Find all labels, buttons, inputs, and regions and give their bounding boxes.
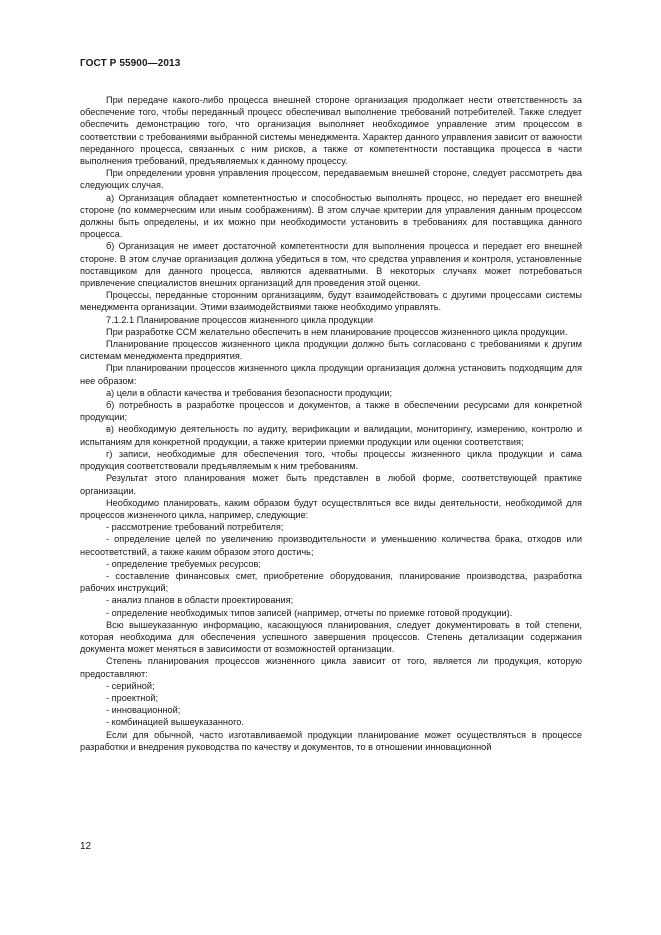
list-item: б) потребность в разработке процессов и документов, а также в обеспечении ресурсами для конкретной продукции; [80, 400, 582, 423]
list-item: - проектной; [106, 692, 159, 703]
list-item: - анализ планов в области проектирования; [106, 595, 294, 606]
list-item: а) Организация обладает компетентностью и способностью выполнять процесс, но передает его внешней стороне (по коммерческим или иным соображениям). В этом случае критерии для управления данным процессом должны быть определены, и их можно при необходимости установить в требованиях для поставщика данного процесса. [80, 192, 582, 240]
page-number: 12 [80, 841, 92, 852]
list-item: а) цели в области качества и требования безопасности продукции; [106, 387, 393, 398]
list-item: - определение целей по увеличению производительности и уменьшению количества брака, отходов или несоответствий, а также каким образом этого достичь; [80, 534, 582, 557]
list-item: - серийной; [106, 680, 155, 691]
paragraph: Если для обычной, часто изготавливаемой продукции планирование может осуществляться в процессе разработки и внедрения руководства по качеству и документов, то в отношении инновационной [80, 729, 582, 752]
paragraph: При планировании процессов жизненного цикла продукции организация должна установить подходящим для нее образом: [80, 363, 582, 386]
paragraph: При передаче какого-либо процесса внешней стороне организация продолжает нести ответственность за обеспечение того, чтобы переданный процесс обеспечивал выполнение требований потребителей. Также следует обеспечить демонстрацию того, что организация выполняет необходимое управление этим процессом в соответствии с требованиями выбранной системы менеджмента. Характер данного управления зависит от важности переданного процесса, связанных с ним рисков, а также от компетентности поставщика процесса в части выполнения требований, предъявляемых к данному процессу. [80, 95, 582, 167]
paragraph: Процессы, переданные сторонним организациям, будут взаимодействовать с другими процессами системы менеджмента организации. Этими взаимодействиями также необходимо управлять. [80, 290, 582, 313]
list-item: - комбинацией вышеуказанного. [106, 717, 244, 728]
paragraph: Планирование процессов жизненного цикла продукции должно быть согласовано с требованиями к другим системам менеджмента предприятия. [80, 339, 582, 362]
paragraph: Степень планирования процессов жизненного цикла зависит от того, является ли продукция, которую предоставляют: [80, 656, 582, 679]
paragraph: Необходимо планировать, каким образом будут осуществляться все виды деятельности, необходимой для процессов жизненного цикла, например, следующие: [80, 497, 582, 520]
paragraph: Всю вышеуказанную информацию, касающуюся планирования, следует документировать в той степени, которая необходима для обеспечения успешного завершения процессов. Степень детализации содержания документа может меняться в зависимости от возможностей организации. [80, 619, 582, 655]
document-body [80, 94, 582, 753]
list-item: г) записи, необходимые для обеспечения того, чтобы процессы жизненного цикла продукции и сама продукция соответствовали предъявляемым к ним требованиям. [80, 448, 582, 472]
list-item: - инновационной; [106, 705, 181, 716]
paragraph: Результат этого планирования может быть представлен в любой форме, соответствующей практике организации. [80, 473, 582, 496]
list-item: б) Организация не имеет достаточной компетентности для выполнения процесса и передает его внешней стороне. В этом случае организация должна убедиться в том, что средства управления и контроля, установленные поставщиком для данного процесса, являются адекватными. В некоторых случаях может потребоваться привлечение специалистов внешних организаций для проведения этой оценки. [80, 241, 582, 289]
list-item: - определение необходимых типов записей (например, отчеты по приемке готовой продукции). [106, 607, 513, 618]
list-item: в) необходимую деятельность по аудиту, верификации и валидации, мониторингу, измерению, контролю и испытаниям для конкретной продукции, а также критерии приемки продукции или оценки соответствия; [80, 424, 582, 447]
paragraph: При разработке ССМ желательно обеспечить в нем планирование процессов жизненного цикла продукции. [106, 326, 568, 337]
list-item: - определение требуемых ресурсов; [106, 558, 261, 569]
document-header: ГОСТ Р 55900—2013 [80, 58, 181, 69]
paragraph: При определении уровня управления процессом, передаваемым внешней стороне, следует рассмотреть два следующих случая. [80, 168, 582, 191]
list-item: - рассмотрение требований потребителя; [106, 522, 284, 533]
section-heading: 7.1.2.1 Планирование процессов жизненного цикла продукции [106, 314, 373, 325]
list-item: - составление финансовых смет, приобретение оборудования, планирование производства, разработка рабочих инструкций; [80, 570, 582, 594]
